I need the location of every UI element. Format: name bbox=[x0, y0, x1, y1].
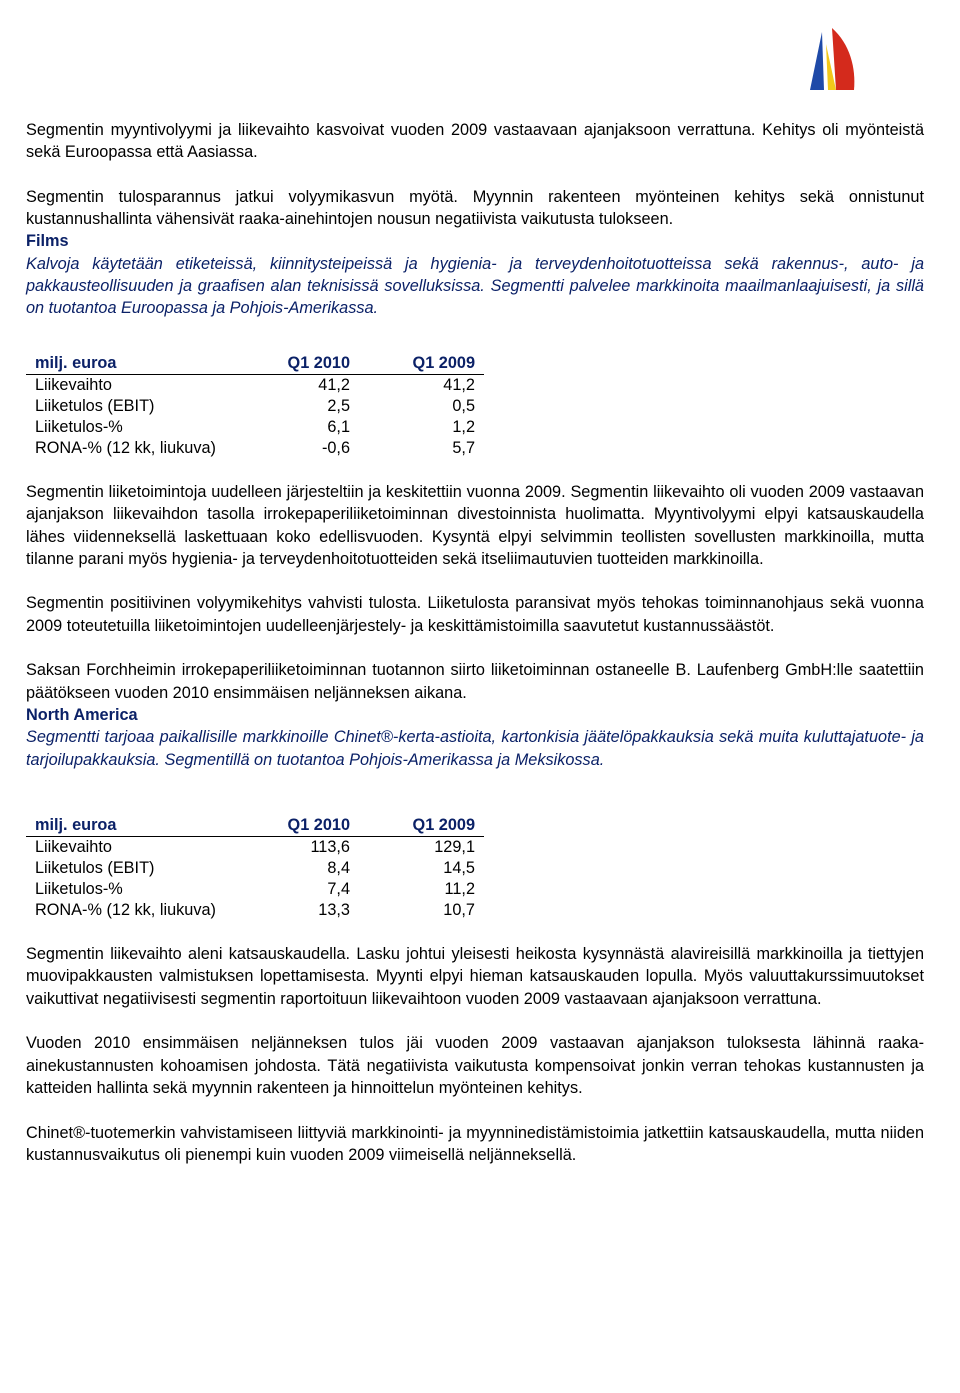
table-cell: 5,7 bbox=[452, 438, 475, 457]
table-header-cell: Q1 2010 bbox=[234, 353, 359, 375]
table-row bbox=[26, 858, 484, 879]
paragraph: Segmentin liiketoimintoja uudelleen järjesteltiin ja keskitettiin vuonna 2009. Segmentin liikevaihto oli vuoden 2009 vastaavan ajanjakson liikevaihdon tasolla irrokepaperiliiketoiminnan divestoinnista huolimatta. Myyntivolyymi elpyi katsauskaudella lähes viidenneksellä laskettuaan koko edellisvuoden. Kysyntä elpyi selvimmin teollisten sovellusten markkinoilla, mutta tilanne parani myös hygienia- ja terveydenhoitotuotteiden sekä itseliimautuvien tuotteiden markkinoilla. bbox=[26, 482, 924, 568]
table-cell: Liiketulos-% bbox=[35, 417, 123, 436]
table-cell: 0,5 bbox=[452, 396, 475, 415]
table-header-cell: milj. euroa bbox=[26, 353, 234, 375]
table-cell: Liikevaihto bbox=[35, 837, 112, 856]
table-header-row bbox=[26, 353, 484, 375]
table-cell: 113,6 bbox=[310, 837, 350, 856]
logo-icon bbox=[806, 24, 858, 94]
table-cell: 41,2 bbox=[443, 375, 475, 394]
financial-table-north-america bbox=[26, 815, 484, 921]
table-cell: RONA-% (12 kk, liukuva) bbox=[35, 438, 216, 457]
section-intro-north-america: Segmentti tarjoaa paikallisille markkinoille Chinet®-kerta-astioita, kartonkisia jäätelöpakkauksia sekä muita kuluttajatuote- ja tarjoilupakkauksia. Segmentillä on tuotantoa Pohjois-Amerikassa ja Meksikossa. bbox=[26, 728, 924, 769]
table-cell: Liikevaihto bbox=[35, 375, 112, 394]
table-cell: 6,1 bbox=[327, 417, 350, 436]
table-header-row bbox=[26, 815, 484, 837]
financial-table-films bbox=[26, 353, 484, 459]
table-cell: 129,1 bbox=[434, 837, 475, 856]
section-heading-films: Films bbox=[26, 232, 69, 251]
table-row bbox=[26, 374, 484, 396]
table-cell: -0,6 bbox=[321, 438, 350, 457]
table-cell: 14,5 bbox=[443, 858, 475, 877]
table-row bbox=[26, 879, 484, 900]
paragraph: Segmentin positiivinen volyymikehitys vahvisti tulosta. Liiketulosta paransivat myös tehokas toiminnanohjaus sekä vuonna 2009 toteutetuilla liiketoimintojen uudelleenjärjestely- ja keskittämistoimilla saavutetut kustannussäästöt. bbox=[26, 594, 924, 635]
paragraph: Segmentin liikevaihto aleni katsauskaudella. Lasku johtui yleisesti heikosta kysynnästä alavireisillä markkinoilla ja tiettyjen muovipakkausten valmistuksen lopettamisesta. Myynti elpyi hieman katsauskauden lopulla. Myös valuuttakurssimuutokset vaikuttivat negatiivisesti segmentin raportoituun liikevaihtoon vuoden 2009 vastaavaan ajanjaksoon verrattuna. bbox=[26, 945, 924, 1008]
paragraph: Saksan Forchheimin irrokepaperiliiketoiminnan tuotannon siirto liiketoiminnan ostaneelle B. Laufenberg GmbH:lle saatettiin päätökseen vuoden 2010 ensimmäisen neljänneksen aikana. bbox=[26, 661, 924, 702]
table-header-cell: Q1 2009 bbox=[359, 353, 484, 375]
table-cell: 13,3 bbox=[318, 900, 350, 919]
paragraph: Chinet®-tuotemerkin vahvistamiseen liittyviä markkinointi- ja myynninedistämistoimia jatkettiin katsauskaudella, mutta niiden kustannusvaikutus oli pienempi kuin vuoden 2009 viimeisellä neljänneksellä. bbox=[26, 1123, 924, 1164]
section-intro-films: Kalvoja käytetään etiketeissä, kiinnitysteipeissä ja hygienia- ja terveydenhoitotuotteissa sekä rakennus-, auto- ja pakkausteollisuuden ja graafisen alan teknisissä sovelluksissa. Segmentti palvelee markkinoita maailmanlaajuisesti, ja sillä on tuotantoa Euroopassa ja Pohjois-Amerikassa. bbox=[26, 254, 924, 318]
table-cell: Liiketulos (EBIT) bbox=[35, 396, 155, 415]
table-cell: 1,2 bbox=[452, 417, 475, 436]
table-cell: RONA-% (12 kk, liukuva) bbox=[35, 900, 216, 919]
table-cell: Liiketulos-% bbox=[35, 879, 123, 898]
section-heading-north-america: North America bbox=[26, 705, 138, 724]
table-cell: 8,4 bbox=[327, 858, 350, 877]
table-row bbox=[26, 900, 484, 921]
paragraph: Vuoden 2010 ensimmäisen neljänneksen tulos jäi vuoden 2009 vastaavan ajanjakson tuloksesta lähinnä raaka-ainekustannusten kohoamisen johdosta. Tätä negatiivista vaikutusta kompensoivat jonkin verran tehokas kustannusten ja katteiden hallinta sekä myynnin rakenteen ja hinnoittelun myönteinen kehitys. bbox=[26, 1034, 924, 1097]
table-cell: 41,2 bbox=[318, 375, 350, 394]
table-row bbox=[26, 396, 484, 417]
table-cell: 2,5 bbox=[327, 396, 350, 415]
table-cell: 11,2 bbox=[444, 879, 475, 898]
table-cell: 10,7 bbox=[443, 900, 475, 919]
table-row bbox=[26, 417, 484, 438]
document-page bbox=[26, 119, 924, 1166]
logo-red-sail bbox=[832, 28, 854, 90]
logo-blue-sail bbox=[810, 32, 824, 90]
table-row bbox=[26, 836, 484, 858]
table-row bbox=[26, 438, 484, 459]
table-header-cell: Q1 2009 bbox=[359, 815, 484, 837]
paragraph: Segmentin myyntivolyymi ja liikevaihto kasvoivat vuoden 2009 vastaavaan ajanjaksoon verrattuna. Kehitys oli myönteistä sekä Euroopassa että Aasiassa. bbox=[26, 121, 924, 162]
table-cell: 7,4 bbox=[327, 879, 350, 898]
table-header-cell: Q1 2010 bbox=[234, 815, 359, 837]
table-header-cell: milj. euroa bbox=[26, 815, 234, 837]
paragraph: Segmentin tulosparannus jatkui volyymikasvun myötä. Myynnin rakenteen myönteinen kehitys sekä onnistunut kustannushallinta vähensivät raaka-ainehintojen nousun negatiivista vaikutusta tulokseen. bbox=[26, 187, 924, 229]
table-cell: Liiketulos (EBIT) bbox=[35, 858, 155, 877]
